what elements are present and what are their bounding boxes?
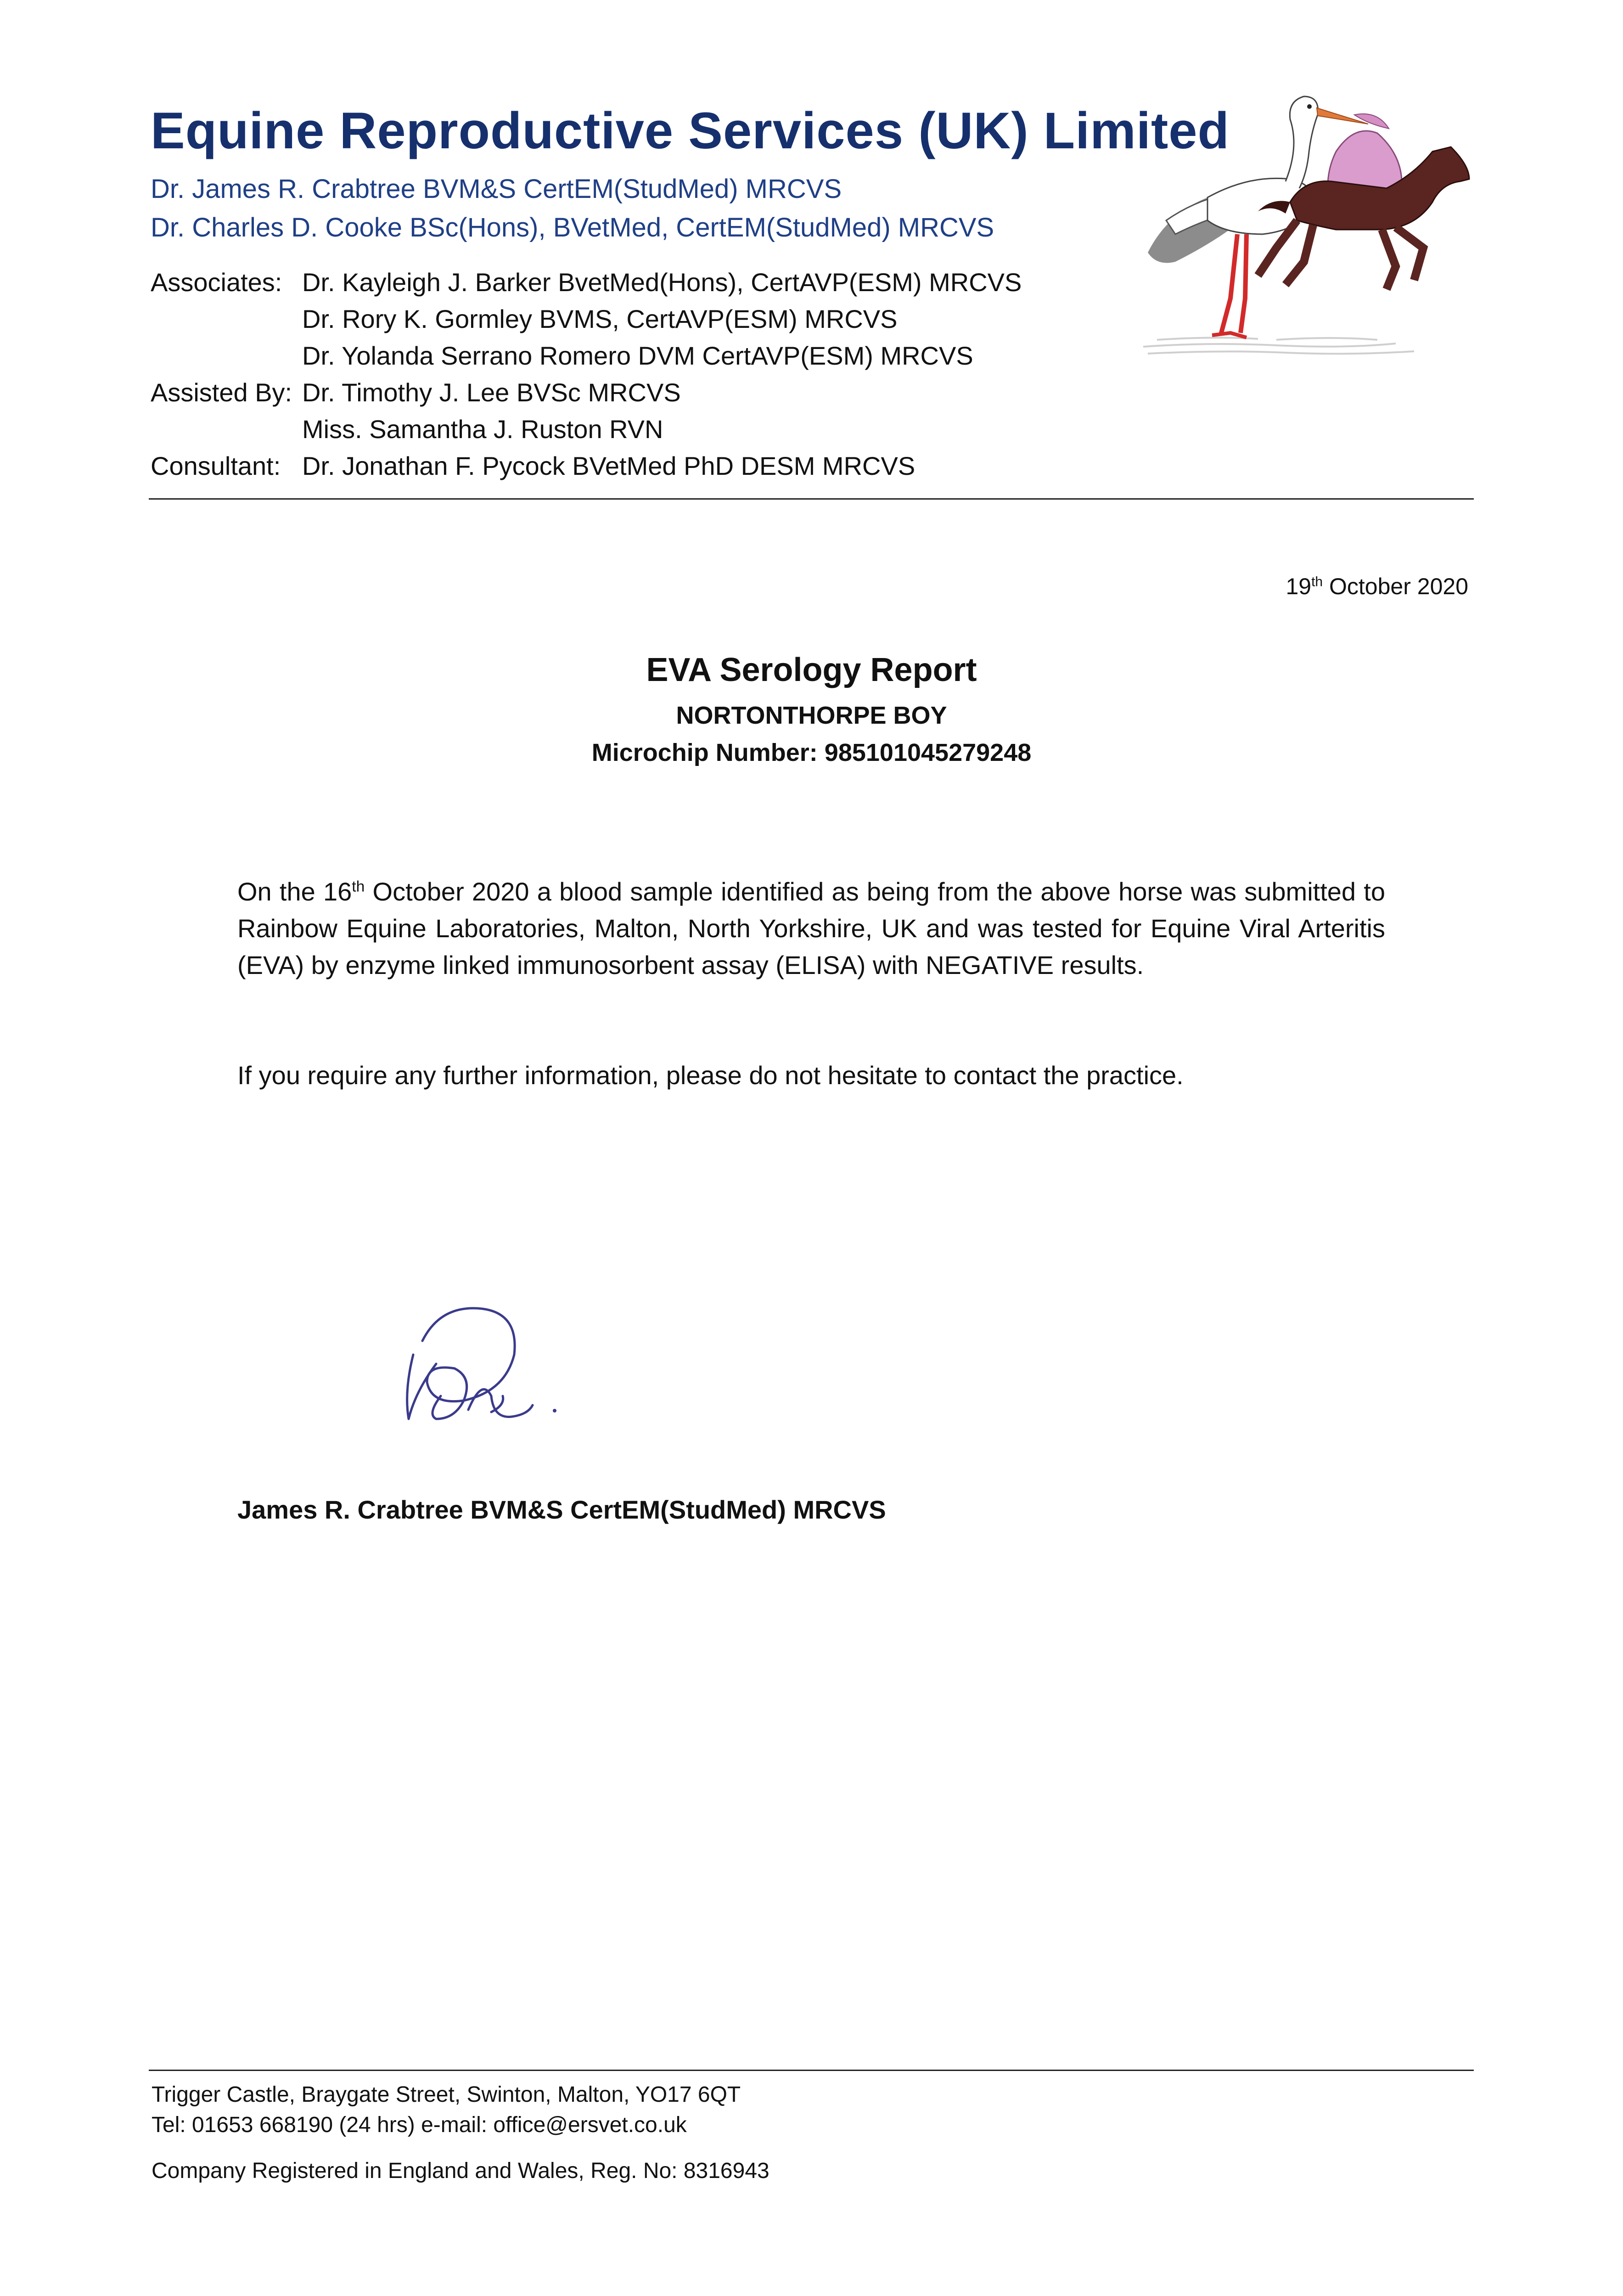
footer-registration: Company Registered in England and Wales, Reg. No: 8316943 [152,2159,769,2183]
staff-name: Dr. Timothy J. Lee BVSc MRCVS [302,378,681,407]
stork-horse-logo-icon [1139,83,1478,367]
p1-sup: th [352,878,365,895]
staff-name: Dr. Rory K. Gormley BVMS, CertAVP(ESM) MRCVS [302,304,898,333]
staff-role: Consultant: [151,451,281,480]
date-day: 19 [1286,574,1312,599]
horse-name: NORTONTHORPE BOY [676,702,947,729]
microchip-number: 985101045279248 [824,739,1032,766]
microchip-label: Microchip Number: [591,739,818,766]
date-suffix: th [1311,574,1323,590]
staff-row [151,374,1022,411]
result-paragraph [237,873,1385,984]
staff-list [151,264,1022,484]
staff-name: Dr. Yolanda Serrano Romero DVM CertAVP(ESM) MRCVS [302,341,973,370]
signer-name: James R. Crabtree BVM&S CertEM(StudMed) MRCVS [237,1495,886,1524]
staff-name: Dr. Jonathan F. Pycock BVetMed PhD DESM MRCVS [302,451,915,480]
partner-2: Dr. Charles D. Cooke BSc(Hons), BVetMed, CertEM(StudMed) MRCVS [151,213,994,242]
staff-row [151,264,1022,301]
staff-name: Miss. Samantha J. Ruston RVN [302,415,663,444]
footer-address: Trigger Castle, Braygate Street, Swinton, Malton, YO17 6QT [152,2082,741,2107]
staff-row [151,411,1022,448]
staff-role: Assisted By: [151,378,292,407]
staff-role [151,411,302,448]
staff-role [151,301,302,338]
p1-rest: October 2020 a blood sample identified as being from the above horse was submitted to Rainbow Equine Laboratories, Malton, North Yorkshire, UK and was tested for Equine Viral Arteritis (EVA) by enzyme linked immunosorbent assay (ELISA) with NEGATIVE results. [237,877,1385,979]
staff-row [151,301,1022,338]
report-date [1286,573,1468,600]
company-name: Equine Reproductive Services (UK) Limited [151,102,1230,159]
contact-paragraph: If you require any further information, please do not hesitate to contact the practice. [237,1061,1184,1090]
p1-start: On the 16 [237,877,352,906]
microchip-line [0,738,1623,767]
date-rest: October 2020 [1323,574,1468,599]
staff-name: Dr. Kayleigh J. Barker BvetMed(Hons), CertAVP(ESM) MRCVS [302,268,1022,297]
handwritten-signature-icon [395,1286,569,1437]
report-title: EVA Serology Report [646,652,977,688]
footer-divider [149,2070,1474,2071]
partner-1: Dr. James R. Crabtree BVM&S CertEM(StudMed) MRCVS [151,174,842,204]
staff-row [151,338,1022,374]
staff-row [151,448,1022,484]
staff-role [151,338,302,374]
staff-role: Associates: [151,268,282,297]
header-divider [149,498,1474,500]
footer-contact: Tel: 01653 668190 (24 hrs) e-mail: office@ersvet.co.uk [152,2113,687,2137]
